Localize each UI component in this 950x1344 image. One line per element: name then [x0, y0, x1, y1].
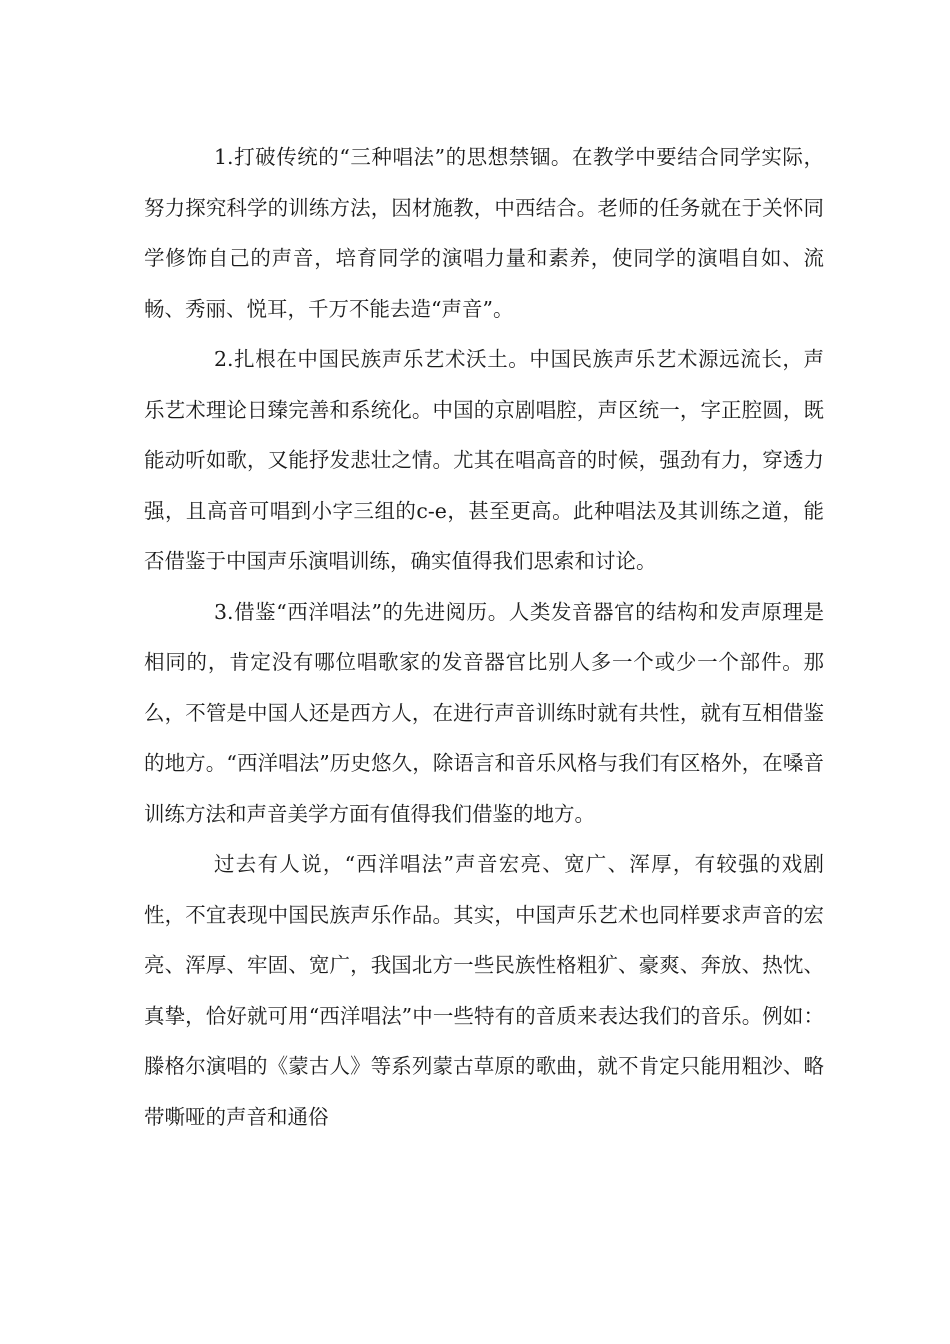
document-body	[144, 132, 824, 1142]
paragraph-1: 1.打破传统的“三种唱法”的思想禁锢。在教学中要结合同学实际，努力探究科学的训练方法，因材施教，中西结合。老师的任务就在于关怀同学修饰自己的声音，培育同学的演唱力量和素养，使同学的演唱自如、流畅、秀丽、悦耳，千万不能去造“声音”。	[144, 145, 824, 321]
paragraph-4: 过去有人说，“西洋唱法”声音宏亮、宽广、浑厚，有较强的戏剧性，不宜表现中国民族声乐作品。其实，中国声乐艺术也同样要求声音的宏亮、浑厚、牢固、宽广，我国北方一些民族性格粗犷、豪爽、奔放、热忱、真挚，恰好就可用“西洋唱法”中一些特有的音质来表达我们的音乐。例如：滕格尔演唱的《蒙古人》等系列蒙古草原的歌曲，就不肯定只能用粗沙、略带嘶哑的声音和通俗	[144, 852, 824, 1129]
paragraph-3: 3.借鉴“西洋唱法”的先进阅历。人类发音器官的结构和发声原理是相同的，肯定没有哪位唱歌家的发音器官比别人多一个或少一个部件。那么，不管是中国人还是西方人，在进行声音训练时就有共性，就有互相借鉴的地方。“西洋唱法”历史悠久，除语言和音乐风格与我们有区格外，在嗓音训练方法和声音美学方面有值得我们借鉴的地方。	[144, 599, 824, 826]
paragraph-2: 2.扎根在中国民族声乐艺术沃土。中国民族声乐艺术源远流长，声乐艺术理论日臻完善和系统化。中国的京剧唱腔，声区统一，字正腔圆，既能动听如歌，又能抒发悲壮之情。尤其在唱高音的时候，强劲有力，穿透力强，且高音可唱到小字三组的c-e，甚至更高。此种唱法及其训练之道，能否借鉴于中国声乐演唱训练，确实值得我们思索和讨论。	[144, 347, 824, 573]
